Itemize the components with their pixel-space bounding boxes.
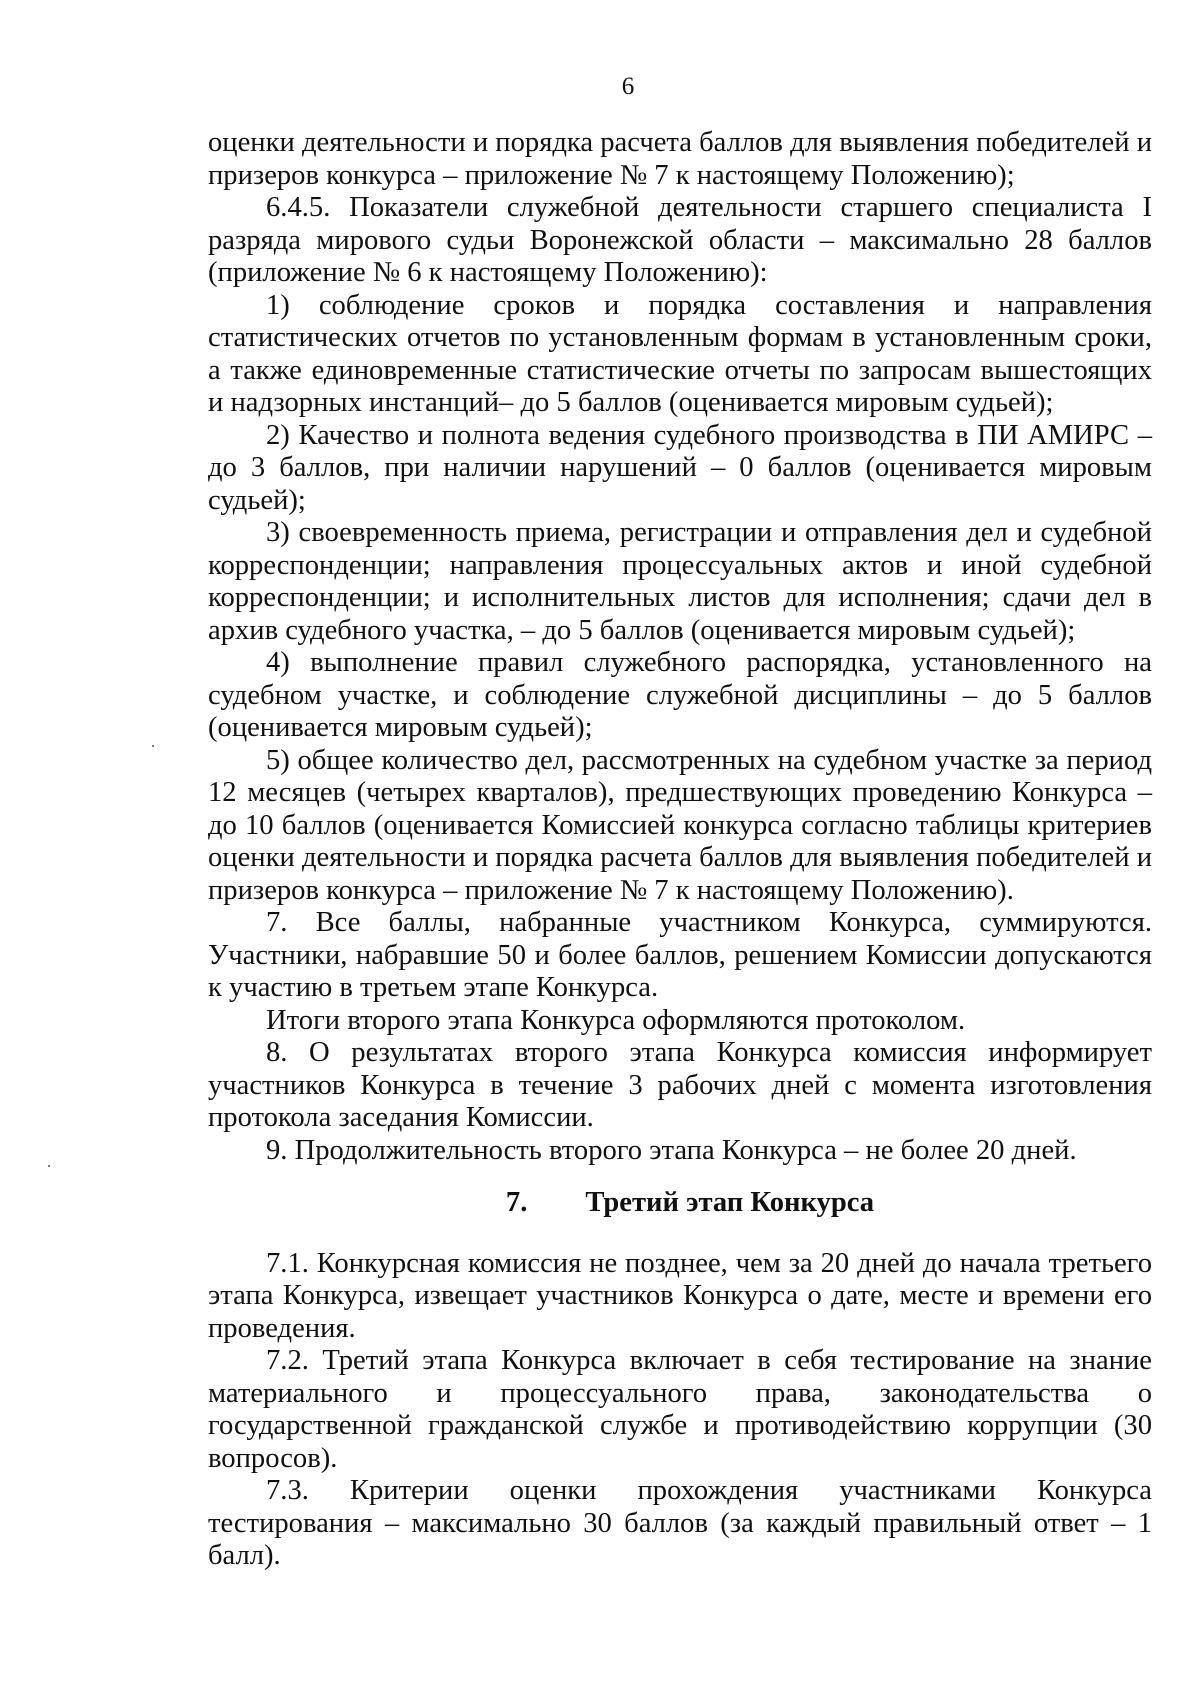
paragraph-7-1: 7.1. Конкурсная комиссия не позднее, чем за 20 дней до начала третьего этапа Конкурса, извещает участников Конкурса о дате, месте и времени его проведения. [208, 1247, 1152, 1344]
section-heading [208, 1187, 1152, 1220]
paragraph-continuation: оценки деятельности и порядка расчета баллов для выявления победителей и призеров конкурса – приложение № 7 к настоящему Положению); [208, 127, 1152, 191]
paragraph-9: 9. Продолжительность второго этапа Конкурса – не более 20 дней. [266, 1134, 1077, 1166]
scan-speck [48, 1165, 50, 1167]
paragraph-results: Итоги второго этапа Конкурса оформляются протоколом. [266, 1004, 966, 1036]
paragraph-7: 7. Все баллы, набранные участником Конкурса, суммируются. Участники, набравшие 50 и более баллов, решением Комиссии допускаются к участию в третьем этапе Конкурса. [208, 907, 1152, 1003]
paragraph-7-2: 7.2. Третий этапа Конкурса включает в себя тестирование на знание материального и процессуального права, законодательства о государственной гражданской службе и противодействию коррупции (30 вопросов). [208, 1345, 1152, 1474]
list-item-2: 2) Качество и полнота ведения судебного производства в ПИ АМИРС – до 3 баллов, при наличии нарушений – 0 баллов (оценивается мировым судьей); [208, 419, 1152, 516]
paragraph-6-4-5: 6.4.5. Показатели служебной деятельности старшего специалиста I разряда мирового судьи Воронежской области – максимально 28 баллов (приложение № 6 к настоящему Положению): [208, 192, 1152, 288]
section-heading-number: 7. [505, 1187, 528, 1218]
list-item-3: 3) своевременность приема, регистрации и отправления дел и судебной корреспонденции; направления процессуальных актов и иной судебной корреспонденции; и исполнительных листов для исполнения; сдачи дел в архив судебного участка, – до 5 баллов (оценивается мировым судьей); [208, 517, 1152, 646]
paragraph-7-3: 7.3. Критерии оценки прохождения участниками Конкурса тестирования – максимально 30 баллов (за каждый правильный ответ – 1 балл). [208, 1475, 1152, 1571]
paragraph-8: 8. О результатах второго этапа Конкурса комиссия информирует участников Конкурса в течение 3 рабочих дней с момента изготовления протокола заседания Комиссии. [208, 1037, 1152, 1133]
list-item-4: 4) выполнение правил служебного распорядка, установленного на судебном участке, и соблюдение служебной дисциплины – до 5 баллов (оценивается мировым судьей); [208, 647, 1152, 743]
list-item-1: 1) соблюдение сроков и порядка составления и направления статистических отчетов по установленным формам в установленным сроки, а также единовременные статистические отчеты по запросам вышестоящих и надзорных инстанций– до 5 баллов (оценивается мировым судьей); [208, 289, 1152, 418]
list-item-5: 5) общее количество дел, рассмотренных на судебном участке за период 12 месяцев (четырех кварталов), предшествующих проведению Конкурса – до 10 баллов (оценивается Комиссией конкурса согласно таблицы критериев оценки деятельности и порядка расчета баллов для выявления победителей и призеров конкурса – приложение № 7 к настоящему Положению). [208, 744, 1152, 906]
document-body [208, 127, 1152, 1573]
page-number: 6 [621, 73, 635, 100]
scan-speck [152, 745, 154, 747]
section-heading-title: Третий этап Конкурса [585, 1187, 875, 1218]
